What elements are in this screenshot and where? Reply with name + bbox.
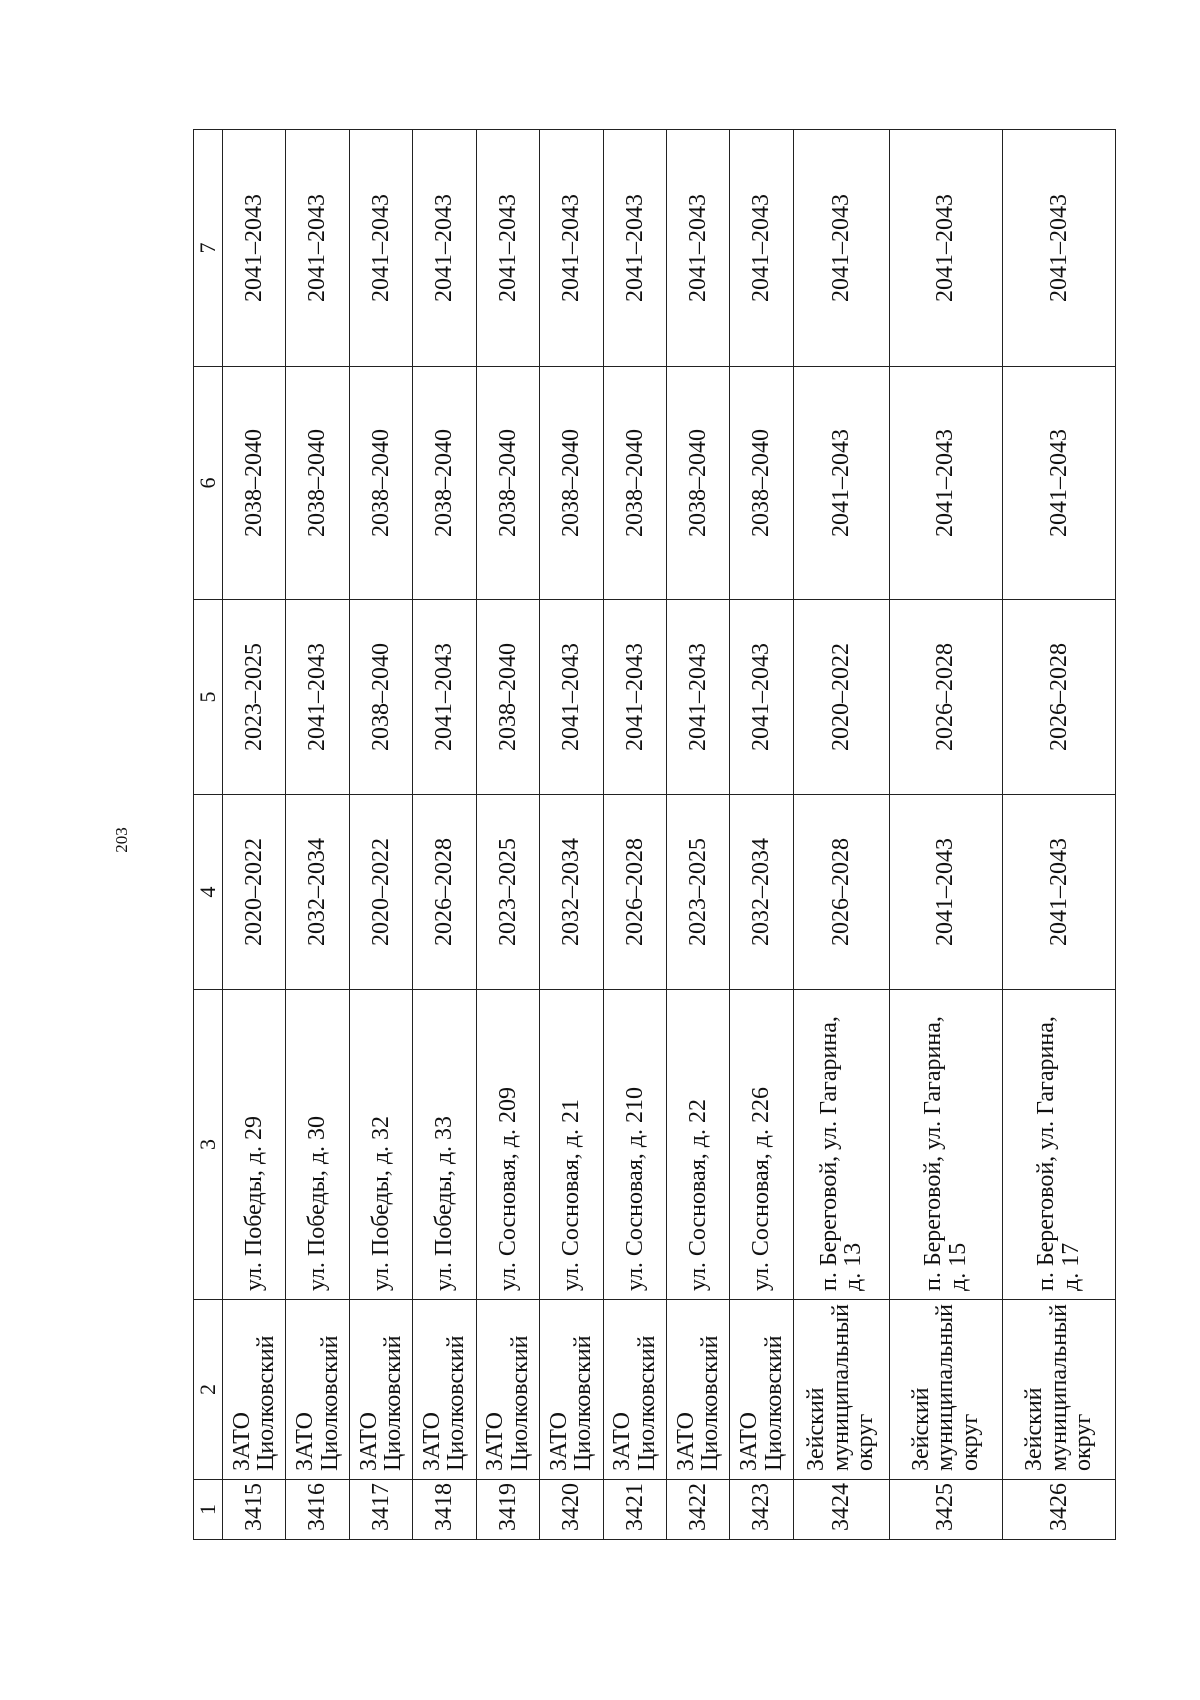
row-number: 3424 bbox=[793, 1480, 889, 1540]
period-cell-5: 2026–2028 bbox=[1002, 600, 1115, 795]
address-cell: ул. Победы, д. 33 bbox=[413, 990, 476, 1300]
period-cell-5: 2041–2043 bbox=[413, 600, 476, 795]
table-row bbox=[476, 130, 539, 1540]
period-cell-7: 2041–2043 bbox=[349, 130, 412, 367]
period-cell-5: 2023–2025 bbox=[223, 600, 286, 795]
period-cell-4: 2032–2034 bbox=[540, 795, 603, 990]
column-header-4: 4 bbox=[194, 795, 223, 990]
period-cell-5: 2041–2043 bbox=[540, 600, 603, 795]
period-cell-6: 2038–2040 bbox=[349, 367, 412, 600]
period-cell-5: 2038–2040 bbox=[476, 600, 539, 795]
period-cell-7: 2041–2043 bbox=[286, 130, 349, 367]
address-cell: ул. Сосновая, д. 21 bbox=[540, 990, 603, 1300]
period-cell-4: 2020–2022 bbox=[349, 795, 412, 990]
address-cell: п. Береговой, ул. Гагарина, д. 17 bbox=[1002, 990, 1115, 1300]
period-cell-6: 2038–2040 bbox=[413, 367, 476, 600]
period-cell-4: 2041–2043 bbox=[889, 795, 1002, 990]
period-cell-4: 2026–2028 bbox=[413, 795, 476, 990]
municipality-cell: ЗАТО Циолковский bbox=[666, 1300, 729, 1480]
period-cell-4: 2026–2028 bbox=[793, 795, 889, 990]
address-cell: ул. Сосновая, д. 210 bbox=[603, 990, 666, 1300]
row-number: 3422 bbox=[666, 1480, 729, 1540]
row-number: 3416 bbox=[286, 1480, 349, 1540]
period-cell-4: 2026–2028 bbox=[603, 795, 666, 990]
period-cell-7: 2041–2043 bbox=[1002, 130, 1115, 367]
municipality-cell: Зейский муниципальный округ bbox=[793, 1300, 889, 1480]
period-cell-7: 2041–2043 bbox=[413, 130, 476, 367]
schedule-table bbox=[193, 129, 1116, 1540]
period-cell-6: 2038–2040 bbox=[223, 367, 286, 600]
row-number: 3420 bbox=[540, 1480, 603, 1540]
address-cell: ул. Победы, д. 32 bbox=[349, 990, 412, 1300]
table-row bbox=[540, 130, 603, 1540]
column-header-7: 7 bbox=[194, 130, 223, 367]
column-header-2: 2 bbox=[194, 1300, 223, 1480]
period-cell-5: 2020–2022 bbox=[793, 600, 889, 795]
period-cell-4: 2032–2034 bbox=[286, 795, 349, 990]
address-cell: ул. Сосновая, д. 22 bbox=[666, 990, 729, 1300]
row-number: 3419 bbox=[476, 1480, 539, 1540]
address-cell: ул. Сосновая, д. 226 bbox=[730, 990, 793, 1300]
row-number: 3423 bbox=[730, 1480, 793, 1540]
period-cell-6: 2038–2040 bbox=[540, 367, 603, 600]
period-cell-5: 2041–2043 bbox=[666, 600, 729, 795]
period-cell-6: 2038–2040 bbox=[730, 367, 793, 600]
period-cell-5: 2038–2040 bbox=[349, 600, 412, 795]
schedule-table-container bbox=[193, 130, 1116, 1540]
period-cell-6: 2038–2040 bbox=[286, 367, 349, 600]
period-cell-6: 2038–2040 bbox=[603, 367, 666, 600]
row-number: 3415 bbox=[223, 1480, 286, 1540]
row-number: 3418 bbox=[413, 1480, 476, 1540]
period-cell-4: 2023–2025 bbox=[476, 795, 539, 990]
period-cell-5: 2041–2043 bbox=[603, 600, 666, 795]
period-cell-5: 2041–2043 bbox=[730, 600, 793, 795]
municipality-cell: ЗАТО Циолковский bbox=[540, 1300, 603, 1480]
period-cell-7: 2041–2043 bbox=[730, 130, 793, 367]
period-cell-6: 2041–2043 bbox=[889, 367, 1002, 600]
period-cell-7: 2041–2043 bbox=[603, 130, 666, 367]
address-cell: ул. Сосновая, д. 209 bbox=[476, 990, 539, 1300]
column-header-1: 1 bbox=[194, 1480, 223, 1540]
period-cell-7: 2041–2043 bbox=[666, 130, 729, 367]
table-row bbox=[223, 130, 286, 1540]
period-cell-6: 2041–2043 bbox=[1002, 367, 1115, 600]
address-cell: п. Береговой, ул. Гагарина, д. 15 bbox=[889, 990, 1002, 1300]
period-cell-4: 2023–2025 bbox=[666, 795, 729, 990]
table-row bbox=[349, 130, 412, 1540]
header-row bbox=[194, 130, 223, 1540]
period-cell-5: 2041–2043 bbox=[286, 600, 349, 795]
period-cell-6: 2038–2040 bbox=[666, 367, 729, 600]
table-row bbox=[889, 130, 1002, 1540]
row-number: 3426 bbox=[1002, 1480, 1115, 1540]
period-cell-4: 2032–2034 bbox=[730, 795, 793, 990]
table-row bbox=[793, 130, 889, 1540]
municipality-cell: ЗАТО Циолковский bbox=[349, 1300, 412, 1480]
row-number: 3421 bbox=[603, 1480, 666, 1540]
municipality-cell: Зейский муниципальный округ bbox=[1002, 1300, 1115, 1480]
municipality-cell: ЗАТО Циолковский bbox=[286, 1300, 349, 1480]
municipality-cell: ЗАТО Циолковский bbox=[223, 1300, 286, 1480]
period-cell-6: 2041–2043 bbox=[793, 367, 889, 600]
address-cell: ул. Победы, д. 29 bbox=[223, 990, 286, 1300]
municipality-cell: Зейский муниципальный округ bbox=[889, 1300, 1002, 1480]
table-row bbox=[1002, 130, 1115, 1540]
period-cell-7: 2041–2043 bbox=[793, 130, 889, 367]
municipality-cell: ЗАТО Циолковский bbox=[413, 1300, 476, 1480]
column-header-3: 3 bbox=[194, 990, 223, 1300]
table-row bbox=[730, 130, 793, 1540]
period-cell-7: 2041–2043 bbox=[540, 130, 603, 367]
column-header-5: 5 bbox=[194, 600, 223, 795]
municipality-cell: ЗАТО Циолковский bbox=[476, 1300, 539, 1480]
address-cell: ул. Победы, д. 30 bbox=[286, 990, 349, 1300]
period-cell-4: 2020–2022 bbox=[223, 795, 286, 990]
column-header-6: 6 bbox=[194, 367, 223, 600]
period-cell-7: 2041–2043 bbox=[476, 130, 539, 367]
table-row bbox=[413, 130, 476, 1540]
row-number: 3417 bbox=[349, 1480, 412, 1540]
table-row bbox=[666, 130, 729, 1540]
period-cell-4: 2041–2043 bbox=[1002, 795, 1115, 990]
address-cell: п. Береговой, ул. Гагарина, д. 13 bbox=[793, 990, 889, 1300]
period-cell-7: 2041–2043 bbox=[889, 130, 1002, 367]
period-cell-7: 2041–2043 bbox=[223, 130, 286, 367]
municipality-cell: ЗАТО Циолковский bbox=[730, 1300, 793, 1480]
table-row bbox=[286, 130, 349, 1540]
municipality-cell: ЗАТО Циолковский bbox=[603, 1300, 666, 1480]
table-row bbox=[603, 130, 666, 1540]
period-cell-6: 2038–2040 bbox=[476, 367, 539, 600]
period-cell-5: 2026–2028 bbox=[889, 600, 1002, 795]
row-number: 3425 bbox=[889, 1480, 1002, 1540]
page-number: 203 bbox=[112, 827, 131, 853]
